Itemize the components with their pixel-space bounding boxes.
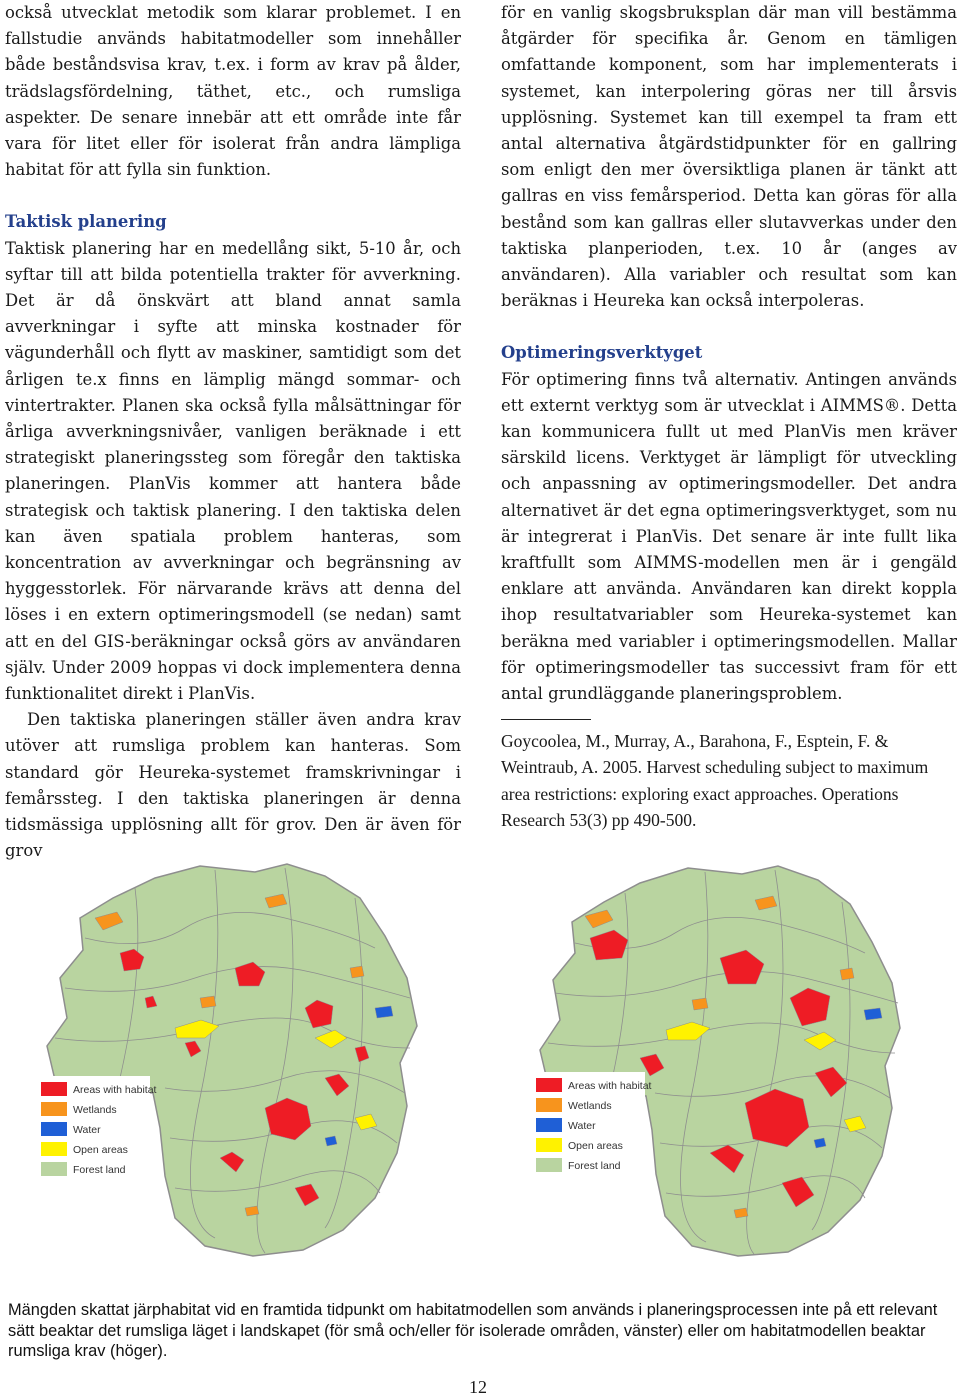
legend-swatch-wetlands: [536, 1098, 562, 1112]
legend-swatch-water: [536, 1118, 562, 1132]
right-column: [501, 0, 957, 833]
legend-swatch-habitat: [41, 1082, 67, 1096]
right-paragraph-1: för en vanlig skogsbruksplan där man vill bestämma åtgärder för specifika år. Genom en tämligen omfattande komponent, som har implementerats i systemet, kan interpolering göras ner till årsvis upplösning. Systemet kan till exempel ta fram ett antal alternativa åtgärdstidpunkter för en gallring som enligt den mer översiktliga planen är tänkt att gallras en viss femårsperiod. Detta kan göras för alla bestånd som kan gallras eller slutavverkas under den taktiska planperioden, t.ex. 10 år (anges av användaren). Alla variabler och resultat som kan beräknas i Heureka kan också interpoleras.: [501, 3, 957, 311]
legend-label-wetlands: Wetlands: [568, 1100, 612, 1112]
legend-label-habitat: Areas with habitat: [568, 1080, 652, 1092]
legend-swatch-forest-land: [536, 1158, 562, 1172]
legend-swatch-open-areas: [41, 1142, 67, 1156]
legend-swatch-water: [41, 1122, 67, 1136]
habitat-map-right: [520, 858, 920, 1258]
legend-label-forest-land: Forest land: [568, 1160, 621, 1172]
legend-swatch-forest-land: [41, 1162, 67, 1176]
legend-label-habitat: Areas with habitat: [73, 1084, 157, 1096]
left-paragraph-3: Den taktiska planeringen ställer även andra krav utöver att rumsliga problem kan hanteras. Som standard gör Heureka-systemet framskrivningar i femårssteg. I den taktiska planeringen är denna tidsmässiga upplösning allt för grov. Den är även för grov: [5, 710, 461, 861]
left-column: [5, 0, 461, 861]
legend-label-open-areas: Open areas: [73, 1144, 128, 1156]
legend-label-wetlands: Wetlands: [73, 1104, 117, 1116]
legend-label-open-areas: Open areas: [568, 1140, 623, 1152]
legend-label-water: Water: [73, 1124, 101, 1136]
map-legend: [35, 1076, 157, 1188]
page-number: 12: [469, 1377, 487, 1397]
figure-caption: Mängden skattat järphabitat vid en framtida tidpunkt om habitatmodellen som används i planeringsprocessen inte på ett relevant sätt beaktar det rumsliga läget i landskapet (för små och/eller för isolerade områden, vänster) eller om habitatmodellen beaktar rumsliga krav (höger).: [8, 1301, 938, 1360]
reference-divider: [501, 719, 591, 720]
legend-swatch-wetlands: [41, 1102, 67, 1116]
section-heading-optimeringsverktyget: Optimeringsverktyget: [501, 343, 703, 363]
map-legend: [530, 1072, 652, 1184]
legend-swatch-open-areas: [536, 1138, 562, 1152]
legend-label-water: Water: [568, 1120, 596, 1132]
legend-label-forest-land: Forest land: [73, 1164, 126, 1176]
reference-entry: Goycoolea, M., Murray, A., Barahona, F., Esptein, F. & Weintraub, A. 2005. Harvest scheduling subject to maximum area restrictions: exploring exact approaches. Operations Research 53(3) pp 490-500.: [501, 731, 929, 830]
habitat-map-left: [25, 858, 425, 1258]
legend-swatch-habitat: [536, 1078, 562, 1092]
left-paragraph-1: också utvecklat metodik som klarar problemet. I en fallstudie används habitatmodeller som innehåller både beståndsvisa krav, t.ex. i form av krav på ålder, trädslagsfördelning, täthet, etc., och rumsliga aspekter. De senare innebär att ett område inte får vara för litet eller för isolerat från andra lämpliga habitat för att fylla sin funktion.: [5, 3, 461, 180]
left-paragraph-2: Taktisk planering har en medellång sikt, 5-10 år, och syftar till att bilda potentiella trakter för avverkning. Det är då önskvärt att bland annat samla avverkningar i syfte att minska kostnader för vägunderhåll och flytt av maskiner, samtidigt som det årligen te.x finns en lämplig mängd sommar- och vintertrakter. Planen ska också fylla målsättningar för årliga avverkningsnivåer, vanligen beräknade i ett strategiskt planeringssteg som föregår den taktiska planeringen. PlanVis kommer att hantera både strategisk och taktisk planering. I den taktiska delen kan även spatiala problem hanteras, som koncentration av avverkningar och begränsning av hyggesstorlek. För närvarande krävs att denna del löses i en extern optimeringsmodell (se nedan) samt att en del GIS-beräkningar också görs av användaren själv. Under 2009 hoppas vi dock implementera denna funktionalitet direkt i PlanVis.: [5, 238, 461, 704]
right-paragraph-2: För optimering finns två alternativ. Antingen används ett externt verktyg som är utvecklat i AIMMS®. Detta kan kommunicera fullt ut med PlanVis men kräver särskild licens. Verktyget är lämpligt för utveckling och anpassning av optimeringsmodeller. Det andra alternativet är det egna optimeringsverktyget, som nu är integrerat i PlanVis. Det senare är inte fullt lika kraftfullt som AIMMS-modellen men är i gengäld enklare att använda. Användaren kan direkt koppla ihop resultatvariabler som Heureka-systemet kan beräkna med variabler i optimeringsmodellen. Mallar för optimeringsmodeller tas successivt fram för ett antal grundläggande planeringsproblem.: [501, 369, 957, 704]
section-heading-taktisk-planering: Taktisk planering: [5, 212, 167, 232]
